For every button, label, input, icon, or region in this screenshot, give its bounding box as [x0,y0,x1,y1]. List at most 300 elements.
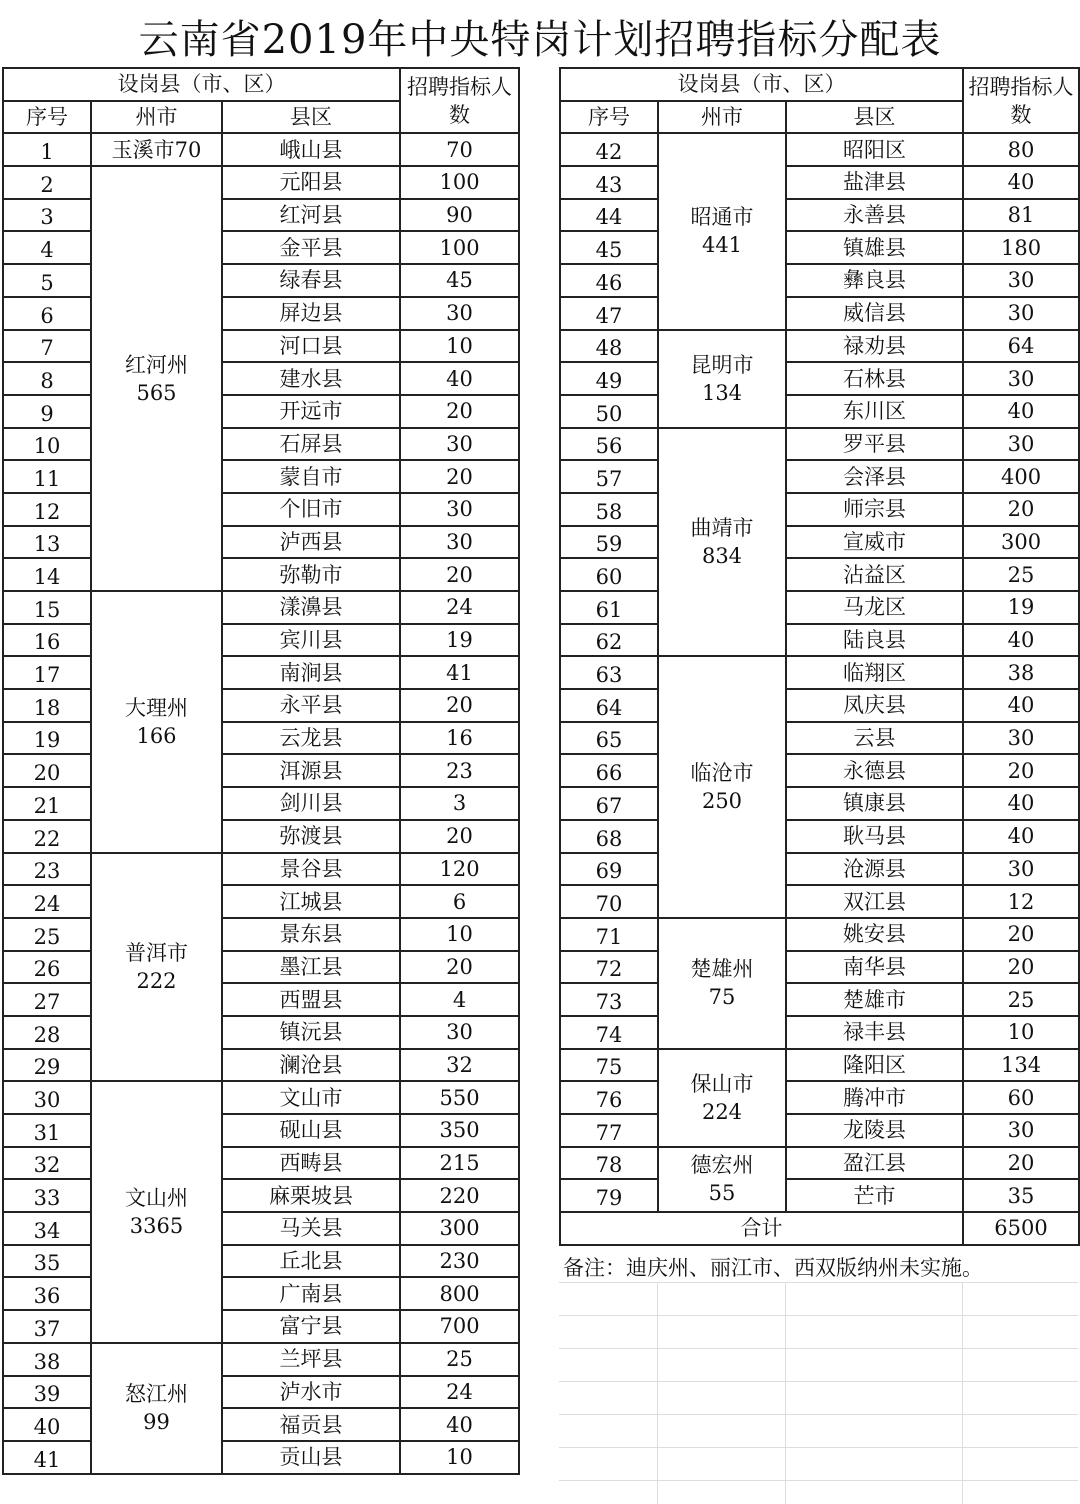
table-row [560,951,1079,984]
row-seq: 29 [3,1049,91,1082]
header-quota: 招聘指标人数 [963,68,1079,133]
left-table [2,67,520,1475]
county-cell: 隆阳区 [786,1049,963,1082]
city-cell: 红河州 565 [91,166,222,591]
empty-grid [559,1250,1078,1504]
county-cell: 澜沧县 [222,1049,400,1082]
row-seq: 56 [560,428,658,461]
table-row [3,983,519,1016]
county-cell: 陆良县 [786,624,963,657]
county-cell: 丘北县 [222,1245,400,1278]
county-cell: 姚安县 [786,918,963,951]
quota-cell: 4 [400,983,519,1016]
table-row [3,1343,519,1376]
quota-cell: 3 [400,787,519,820]
row-seq: 65 [560,722,658,755]
row-seq: 70 [560,885,658,918]
county-cell: 漾濞县 [222,591,400,624]
total-label: 合计 [560,1212,963,1245]
row-seq: 20 [3,754,91,787]
table-row [560,166,1079,199]
row-seq: 16 [3,624,91,657]
county-cell: 禄劝县 [786,330,963,363]
county-cell: 石屏县 [222,428,400,461]
city-cell: 楚雄州 75 [658,918,786,1049]
row-seq: 58 [560,493,658,526]
row-seq: 60 [560,558,658,591]
county-cell: 绿春县 [222,264,400,297]
county-cell: 泸西县 [222,526,400,559]
row-seq: 24 [3,885,91,918]
row-seq: 46 [560,264,658,297]
county-cell: 开远市 [222,395,400,428]
county-cell: 永德县 [786,754,963,787]
quota-cell: 64 [963,330,1079,363]
header-county: 县区 [222,101,400,134]
table-row [560,1049,1079,1082]
county-cell: 南华县 [786,951,963,984]
quota-cell: 300 [400,1212,519,1245]
quota-cell: 30 [963,428,1079,461]
quota-cell: 20 [963,493,1079,526]
city-cell: 普洱市 222 [91,853,222,1082]
county-cell: 砚山县 [222,1114,400,1147]
row-seq: 38 [3,1343,91,1376]
county-cell: 麻栗坡县 [222,1179,400,1212]
row-seq: 5 [3,264,91,297]
row-seq: 59 [560,526,658,559]
county-cell: 永善县 [786,199,963,232]
table-row [3,133,519,166]
quota-cell: 20 [400,395,519,428]
row-seq: 45 [560,231,658,264]
table-row [3,853,519,886]
quota-cell: 30 [400,1016,519,1049]
header-county: 县区 [786,101,963,134]
header-group: 设岗县（市、区） [3,68,400,101]
quota-cell: 120 [400,853,519,886]
city-cell: 怒江州 99 [91,1343,222,1474]
table-row [3,526,519,559]
table-row [3,656,519,689]
quota-cell: 25 [400,1343,519,1376]
table-row [3,1245,519,1278]
table-row [560,853,1079,886]
county-cell: 西盟县 [222,983,400,1016]
quota-cell: 81 [963,199,1079,232]
row-seq: 39 [3,1376,91,1409]
quota-cell: 90 [400,199,519,232]
city-cell: 德宏州 55 [658,1147,786,1212]
table-row [3,1212,519,1245]
county-cell: 元阳县 [222,166,400,199]
row-seq: 63 [560,656,658,689]
table-row [560,885,1079,918]
quota-cell: 20 [963,1147,1079,1180]
row-seq: 17 [3,656,91,689]
header-quota: 招聘指标人数 [400,68,519,133]
table-row [3,918,519,951]
county-cell: 禄丰县 [786,1016,963,1049]
quota-cell: 40 [963,689,1079,722]
quota-cell: 25 [963,983,1079,1016]
quota-cell: 550 [400,1081,519,1114]
county-cell: 宾川县 [222,624,400,657]
quota-cell: 80 [963,133,1079,166]
county-cell: 凤庆县 [786,689,963,722]
row-seq: 42 [560,133,658,166]
table-row [560,722,1079,755]
quota-cell: 20 [963,754,1079,787]
quota-cell: 40 [963,166,1079,199]
county-cell: 师宗县 [786,493,963,526]
quota-cell: 20 [400,460,519,493]
table-row [3,1408,519,1441]
county-cell: 建水县 [222,362,400,395]
quota-cell: 230 [400,1245,519,1278]
page-title: 云南省2019年中央特岗计划招聘指标分配表 [138,17,942,63]
table-row [3,885,519,918]
table-row [3,166,519,199]
table-row [3,1049,519,1082]
quota-cell: 20 [400,951,519,984]
row-seq: 76 [560,1081,658,1114]
quota-cell: 24 [400,1376,519,1409]
table-row [3,460,519,493]
county-cell: 南涧县 [222,656,400,689]
table-row [3,1179,519,1212]
county-cell: 沧源县 [786,853,963,886]
table-row [560,1081,1079,1114]
quota-cell: 40 [963,787,1079,820]
table-row [3,1310,519,1343]
table-row [3,1376,519,1409]
quota-cell: 45 [400,264,519,297]
row-seq: 13 [3,526,91,559]
table-row [560,460,1079,493]
county-cell: 兰坪县 [222,1343,400,1376]
quota-cell: 40 [400,1408,519,1441]
table-row [560,362,1079,395]
table-row [560,1016,1079,1049]
quota-cell: 30 [963,853,1079,886]
city-cell: 昭通市 441 [658,133,786,329]
county-cell: 马龙区 [786,591,963,624]
quota-cell: 300 [963,526,1079,559]
row-seq: 75 [560,1049,658,1082]
county-cell: 盐津县 [786,166,963,199]
table-row [3,722,519,755]
table-row [3,558,519,591]
quota-cell: 10 [963,1016,1079,1049]
footnote: 备注：迪庆州、丽江市、西双版纳州未实施。 [563,1256,983,1280]
county-cell: 文山市 [222,1081,400,1114]
quota-cell: 38 [963,656,1079,689]
row-seq: 48 [560,330,658,363]
row-seq: 23 [3,853,91,886]
county-cell: 会泽县 [786,460,963,493]
table-row [560,689,1079,722]
table-row [560,1114,1079,1147]
row-seq: 12 [3,493,91,526]
county-cell: 贡山县 [222,1441,400,1474]
city-cell: 大理州 166 [91,591,222,853]
county-cell: 彝良县 [786,264,963,297]
county-cell: 金平县 [222,231,400,264]
table-row [560,983,1079,1016]
row-seq: 61 [560,591,658,624]
quota-cell: 220 [400,1179,519,1212]
row-seq: 6 [3,297,91,330]
row-seq: 62 [560,624,658,657]
row-seq: 35 [3,1245,91,1278]
county-cell: 沾益区 [786,558,963,591]
table-row [560,264,1079,297]
county-cell: 威信县 [786,297,963,330]
row-seq: 40 [3,1408,91,1441]
row-seq: 14 [3,558,91,591]
header-group: 设岗县（市、区） [560,68,963,101]
county-cell: 云龙县 [222,722,400,755]
quota-cell: 16 [400,722,519,755]
table-row [560,330,1079,363]
quota-cell: 40 [963,395,1079,428]
quota-cell: 20 [400,689,519,722]
city-cell: 昆明市 134 [658,330,786,428]
county-cell: 临翔区 [786,656,963,689]
row-seq: 36 [3,1277,91,1310]
table-row [3,689,519,722]
row-seq: 26 [3,951,91,984]
quota-cell: 20 [963,918,1079,951]
table-row [560,787,1079,820]
table-row [3,231,519,264]
row-seq: 25 [3,918,91,951]
row-seq: 3 [3,199,91,232]
county-cell: 镇雄县 [786,231,963,264]
quota-cell: 23 [400,754,519,787]
row-seq: 11 [3,460,91,493]
quota-cell: 30 [963,1114,1079,1147]
table-row [560,1179,1079,1212]
county-cell: 龙陵县 [786,1114,963,1147]
row-seq: 32 [3,1147,91,1180]
header-city: 州市 [658,101,786,134]
county-cell: 屏边县 [222,297,400,330]
county-cell: 个旧市 [222,493,400,526]
quota-cell: 30 [963,722,1079,755]
table-row [560,297,1079,330]
county-cell: 泸水市 [222,1376,400,1409]
row-seq: 47 [560,297,658,330]
table-row [3,951,519,984]
table-row [3,787,519,820]
row-seq: 19 [3,722,91,755]
row-seq: 64 [560,689,658,722]
row-seq: 78 [560,1147,658,1180]
table-row [3,1441,519,1474]
county-cell: 双江县 [786,885,963,918]
quota-cell: 6 [400,885,519,918]
quota-cell: 30 [400,297,519,330]
quota-cell: 19 [963,591,1079,624]
quota-cell: 134 [963,1049,1079,1082]
county-cell: 福贡县 [222,1408,400,1441]
quota-cell: 40 [963,820,1079,853]
quota-cell: 800 [400,1277,519,1310]
row-seq: 73 [560,983,658,1016]
city-cell: 保山市 224 [658,1049,786,1147]
quota-cell: 20 [400,558,519,591]
county-cell: 峨山县 [222,133,400,166]
quota-cell: 41 [400,656,519,689]
county-cell: 昭阳区 [786,133,963,166]
table-row [560,591,1079,624]
table-row [3,428,519,461]
quota-cell: 10 [400,1441,519,1474]
county-cell: 西畴县 [222,1147,400,1180]
quota-cell: 20 [963,951,1079,984]
row-seq: 22 [3,820,91,853]
row-seq: 34 [3,1212,91,1245]
table-row [3,297,519,330]
row-seq: 9 [3,395,91,428]
county-cell: 云县 [786,722,963,755]
county-cell: 宣威市 [786,526,963,559]
quota-cell: 30 [963,362,1079,395]
table-row [560,656,1079,689]
row-seq: 71 [560,918,658,951]
county-cell: 耿马县 [786,820,963,853]
quota-cell: 32 [400,1049,519,1082]
row-seq: 43 [560,166,658,199]
county-cell: 罗平县 [786,428,963,461]
row-seq: 2 [3,166,91,199]
quota-cell: 60 [963,1081,1079,1114]
table-row [560,231,1079,264]
quota-cell: 35 [963,1179,1079,1212]
quota-cell: 70 [400,133,519,166]
row-seq: 21 [3,787,91,820]
quota-cell: 30 [963,297,1079,330]
row-seq: 37 [3,1310,91,1343]
county-cell: 盈江县 [786,1147,963,1180]
table-row [3,493,519,526]
table-row [560,428,1079,461]
quota-cell: 20 [400,820,519,853]
quota-cell: 30 [963,264,1079,297]
row-seq: 57 [560,460,658,493]
county-cell: 景谷县 [222,853,400,886]
row-seq: 7 [3,330,91,363]
county-cell: 蒙自市 [222,460,400,493]
table-row [3,820,519,853]
quota-cell: 30 [400,428,519,461]
city-cell: 玉溪市70 [91,133,222,166]
county-cell: 广南县 [222,1277,400,1310]
table-row [3,754,519,787]
row-seq: 27 [3,983,91,1016]
row-seq: 33 [3,1179,91,1212]
table-row [560,493,1079,526]
row-seq: 77 [560,1114,658,1147]
county-cell: 墨江县 [222,951,400,984]
county-cell: 河口县 [222,330,400,363]
row-seq: 50 [560,395,658,428]
quota-cell: 100 [400,231,519,264]
row-seq: 79 [560,1179,658,1212]
row-seq: 74 [560,1016,658,1049]
table-row [560,918,1079,951]
county-cell: 弥勒市 [222,558,400,591]
county-cell: 芒市 [786,1179,963,1212]
table-row [560,526,1079,559]
quota-cell: 25 [963,558,1079,591]
county-cell: 景东县 [222,918,400,951]
row-seq: 68 [560,820,658,853]
row-seq: 28 [3,1016,91,1049]
table-row [3,1147,519,1180]
quota-cell: 10 [400,330,519,363]
quota-cell: 12 [963,885,1079,918]
table-row [560,1147,1079,1180]
total-value: 6500 [963,1212,1079,1245]
county-cell: 红河县 [222,199,400,232]
row-seq: 66 [560,754,658,787]
row-seq: 18 [3,689,91,722]
quota-cell: 350 [400,1114,519,1147]
row-seq: 10 [3,428,91,461]
quota-cell: 40 [400,362,519,395]
county-cell: 剑川县 [222,787,400,820]
table-row [560,199,1079,232]
quota-cell: 100 [400,166,519,199]
county-cell: 永平县 [222,689,400,722]
county-cell: 马关县 [222,1212,400,1245]
quota-cell: 24 [400,591,519,624]
county-cell: 富宁县 [222,1310,400,1343]
row-seq: 72 [560,951,658,984]
county-cell: 镇康县 [786,787,963,820]
row-seq: 31 [3,1114,91,1147]
city-cell: 文山州 3365 [91,1081,222,1343]
header-seq: 序号 [560,101,658,134]
table-row [3,1081,519,1114]
row-seq: 15 [3,591,91,624]
county-cell: 弥渡县 [222,820,400,853]
county-cell: 石林县 [786,362,963,395]
quota-cell: 700 [400,1310,519,1343]
table-row [3,264,519,297]
table-row [3,395,519,428]
table-row [3,1277,519,1310]
table-row [3,1016,519,1049]
county-cell: 洱源县 [222,754,400,787]
table-row [3,330,519,363]
quota-cell: 30 [400,493,519,526]
table-row [560,754,1079,787]
row-seq: 69 [560,853,658,886]
quota-cell: 10 [400,918,519,951]
header-seq: 序号 [3,101,91,134]
header-city: 州市 [91,101,222,134]
quota-cell: 40 [963,624,1079,657]
city-cell: 临沧市 250 [658,656,786,918]
county-cell: 楚雄市 [786,983,963,1016]
row-seq: 1 [3,133,91,166]
table-row [560,820,1079,853]
right-table [559,67,1080,1246]
